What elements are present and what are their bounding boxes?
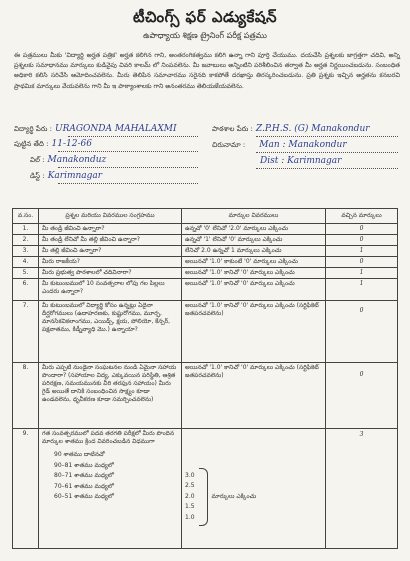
dob-field: [14, 139, 92, 150]
dob-label: పుట్టిన తేది :: [14, 140, 49, 148]
table-row: [13, 363, 398, 429]
row-criteria: అయినచో '1.0' కానిచో '0' మార్కులు ఎక్కించు (సర్టిఫికెట్ జతపరచవలెను): [182, 363, 326, 429]
row-serial: 6.: [13, 279, 39, 301]
table-header-row: [13, 209, 398, 224]
brace-mark: [199, 468, 208, 526]
header-serial: వ.సం.: [13, 209, 39, 224]
village-field: [30, 155, 106, 166]
row-marks: 0: [326, 301, 398, 363]
row-criteria: అయినచో '1.0' కానిచో '0' మార్కులు ఎక్కించు: [182, 279, 326, 301]
table-row: [13, 301, 398, 363]
point-item: 1.5: [185, 503, 195, 511]
row-marks: 0: [326, 224, 398, 235]
level-item: 70–61 శాతము మధ్యలో: [54, 482, 114, 490]
school-label: పాఠశాల పేరు :: [212, 125, 253, 133]
header-question: ప్రశ్నల మరియు వివరముల సంగ్రహము: [39, 209, 182, 224]
student-name-value: URAGONDA MAHALAXMI: [54, 124, 177, 134]
row-serial: 8.: [13, 363, 39, 429]
row-serial: 7.: [13, 301, 39, 363]
address-label: చిరునామా :: [212, 141, 246, 149]
table-row: [13, 429, 398, 549]
row-question-text: గత సంవత్సరములో పదవ తరగతి పరీక్షలో మీరు పొందిన మార్కుల శాతము క్రింద వివరించబడిన విధముగా: [42, 430, 175, 445]
row-criteria: ఉన్నచో '0' లేనిచో '2.0' మార్కులు ఎక్కించు: [182, 224, 326, 235]
address-district-field: [257, 156, 341, 166]
row-serial: 2.: [13, 235, 39, 246]
district-value: Karimnagar: [47, 171, 103, 181]
row-marks: 1: [326, 279, 398, 301]
row-question: మీ తల్లి జీవించి ఉన్నారా?: [39, 246, 182, 257]
point-item: 3.0: [185, 471, 195, 479]
points-list: [185, 471, 195, 524]
scale-label: మార్కులు ఎక్కించు: [211, 493, 257, 500]
table-row: [13, 246, 398, 257]
row-question: మీరు రాజకీయ?: [39, 257, 182, 268]
address-underline: [256, 152, 398, 153]
row-marks: 0: [326, 235, 398, 246]
row-criteria: అయినచో '1.0' కానిచో '0' మార్కులు ఎక్కించు (సర్టిఫికెట్ జతపరచవలెను): [182, 301, 326, 363]
level-item: 90 శాతము దాటినచో: [54, 451, 105, 458]
point-item: 1.0: [185, 513, 195, 521]
row-marks: 0: [326, 363, 398, 429]
percentage-levels: [42, 450, 178, 503]
row-question: మీ తండ్రి లేనిచో మీ తల్లి జీవించి ఉన్నారా?: [39, 235, 182, 246]
village-value: Manakonduz: [47, 155, 107, 165]
school-underline: [256, 136, 398, 137]
district-underline: [58, 183, 198, 184]
row-serial: 9.: [13, 429, 39, 549]
row-criteria: అయినచో '1.0' కాకుంటే '0' మార్కులు ఎక్కించు: [182, 257, 326, 268]
row-question: మీరు ప్రభుత్వ పాఠశాలలో చదివినారా?: [39, 268, 182, 279]
table-row: [13, 235, 398, 246]
row-criteria: అయినచో '1.0' కానిచో '0' మార్కులు ఎక్కించు: [182, 268, 326, 279]
student-name-field: [14, 124, 177, 135]
dob-value: 11-12-66: [51, 139, 92, 149]
district-field: [30, 171, 102, 182]
row-serial: 5.: [13, 268, 39, 279]
school-value: Z.P.H.S. (G) Manakondur: [255, 124, 370, 134]
page-subtitle: ఉపాధ్యాయ శిక్షణ ట్రైనింగ్ పరీక్ష పత్రము: [143, 31, 267, 40]
village-underline: [58, 167, 198, 168]
row-question: మీ తండ్రి జీవించి ఉన్నారా?: [39, 224, 182, 235]
level-item: 90–81 శాతము మధ్యలో: [54, 461, 114, 469]
point-item: 2.0: [185, 492, 195, 500]
dob-underline: [58, 151, 198, 152]
point-item: 2.5: [185, 482, 195, 490]
row-question: మీ కుటుంబములో 10 సంవత్సరాల లోపు గల పిల్లలు ఎందరు ఉన్నారా?: [39, 279, 182, 301]
level-item: 60–51 శాతము మధ్యలో: [54, 493, 114, 500]
school-field: [212, 124, 370, 135]
row-criteria: ఉన్నచో '1' లేనిచో '0' మార్కులు ఎక్కించు: [182, 235, 326, 246]
row-serial: 3.: [13, 246, 39, 257]
row-serial: 1.: [13, 224, 39, 235]
row-marks: 1: [326, 246, 398, 257]
district-label: డిస్ట్ :: [30, 172, 45, 180]
marks-table: [12, 208, 398, 549]
table-row: [13, 279, 398, 301]
address-value: Man : Manakondur: [259, 140, 347, 150]
row-marks: 1: [326, 268, 398, 279]
row-marks: 0: [326, 257, 398, 268]
row-question: మీరు ఎప్పటి నుండైనా సంఘటనల నుండి ఏమైనా సహాయ పొందారా? (సహాయాల విద్య, ఎక్కువయిన పరిస్థితి, ఆశ్రిత పరిరక్షణ, సమయమునకు వీరి తరఫున సహాయం) మీరు గైడ్ అయితే దానికి సంబంధించిన సాక్ష్యం కూడా ఉండవలెను, ధృవీకరణ కూడా సమర్పించవలెను): [39, 363, 182, 429]
header-criteria: మార్కుల వివరములు: [182, 209, 326, 224]
table-row: [13, 224, 398, 235]
name-underline: [68, 136, 198, 137]
row-criteria: లేనిచో 2.0 ఉన్నచో 1 మార్కులు ఎక్కించు: [182, 246, 326, 257]
row-question: [39, 429, 182, 549]
points-scale: [185, 468, 322, 526]
address-field: [212, 140, 347, 151]
table-row: [13, 268, 398, 279]
table-row: [13, 257, 398, 268]
level-item: 80–71 శాతము మధ్యలో: [54, 472, 114, 479]
student-name-label: విద్యార్థి పేరు :: [14, 125, 52, 133]
village-label: విల్ :: [30, 156, 45, 164]
row-criteria: [182, 429, 326, 549]
header-marks: వచ్చిన మార్కులు: [326, 209, 398, 224]
page-title: టీచింగ్స్ ఫర్ ఎడ్యుకేషన్: [132, 8, 278, 26]
address-district-value: Dist : Karimnagar: [260, 156, 342, 166]
row-marks: 3: [326, 429, 398, 549]
address-district-underline: [256, 168, 398, 169]
row-serial: 4.: [13, 257, 39, 268]
instructions-paragraph: ఈ పత్రములు మీకు 'విద్యార్థి అర్హత పత్రిక' అర్హత కలిగిన గాని, అంతరంగికత్వము కలిగి ఉన్నా గాని పూర్తి చేయుము. దయచేసి ప్రశ్నలకు జాగ్రత్తగా చదివి, అన్ని ప్రశ్నలకు సమాధానము మార్కులు కుడివైపు చివరి కాలమ్ లో నింపవలెను. మీ జవాబులు అన్నింటిని పరిశీలించిన తర్వాత మీ అర్హత నిర్ణయించబడును. సంబంధిత అధికారి కలిసి సరిచేసి ఆమోదించవలెను. మీరు తెలిపిన సమాచారము సరైనది కాకపోతే దరఖాస్తు తిరస్కరించబడును. ప్రతి ప్రశ్నకు ఇచ్చిన అర్హతను కనబరచి ప్రాథమిక మార్కులు వేయవలెను గాని మీ ఇ పాఠ్యాంశాలకు గాని అనంతరము తెలియజేయవలెను.: [14, 52, 400, 90]
row-question: మీ కుటుంబములో విద్యార్థి కోసం ఉన్నట్లు ఏదైనా దీర్ఘరోగములు (ఉదాహరణకు, కుష్టురోగము, మూర్ఛ, మానసికవికలాంగము, ఎయిడ్స్, క్షయ, పోలియో, కేన్సర్, పక్షవాతము, కిడ్నీవ్యాధి మొ.) ఉన్నాయా?: [39, 301, 182, 363]
